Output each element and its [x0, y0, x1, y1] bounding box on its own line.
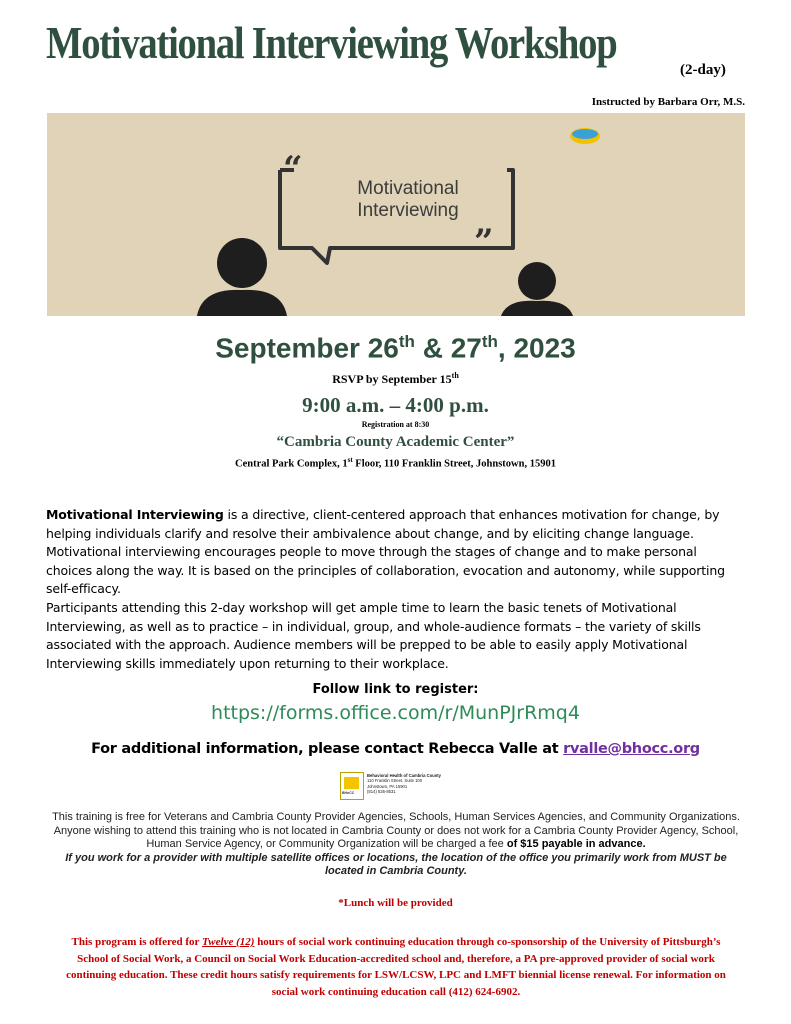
page-title: Motivational Interviewing Workshop — [46, 17, 617, 68]
ceu-part-2: hours of social work continuing education through co-sponsorship of the University of Pittsburgh’s School of Social Work, a Council on Social Work Education-accredited school and, therefore, a PA pre-approved provider of social work continuing education. These credit hours satisfy requirements for LSW/LCSW, LPC and LMFT biennial license renewal. For information on social work continuing education call (412) 624-6902. — [66, 936, 726, 998]
rsvp-deadline — [0, 371, 791, 387]
ceu-hours: Twelve (12) — [202, 936, 255, 948]
bhocc-logo-icon — [340, 772, 364, 800]
contact-text: For additional information, please contact Rebecca Valle at — [91, 741, 564, 757]
date-suffix-2: th — [481, 332, 498, 351]
event-time: 9:00 a.m. – 4:00 p.m. — [302, 393, 489, 417]
register-label: Follow link to register: — [312, 682, 479, 697]
banner-illustration — [47, 113, 745, 316]
close-quote-icon: ” — [474, 222, 494, 262]
instructor-credit: Instructed by Barbara Orr, M.S. — [591, 96, 745, 108]
contact-email-link[interactable]: rvalle@bhocc.org — [563, 741, 700, 757]
venue-address — [0, 456, 791, 470]
fee-amount: of $15 payable in advance. — [506, 838, 646, 851]
workshop-description — [46, 506, 746, 673]
date-part-1: September 26 — [215, 332, 399, 364]
logo-line-4: (814) 535-8531 — [367, 789, 396, 795]
person-left-icon — [197, 238, 287, 316]
header — [46, 16, 725, 69]
event-date — [0, 332, 791, 364]
registration-time: Registration at 8:30 — [361, 420, 430, 429]
open-quote-icon: “ — [283, 149, 303, 189]
description-paragraph-2: Participants attending this 2-day workshop will get ample time to learn the basic tenets of Motivational Interviewing, as well as to practice – in individual, group, and whole-audience formats – the variety of skills associated with the approach. Audience members will be prepped to be able to easily apply Motivational Interviewing skills immediately upon returning to their workplace. — [46, 599, 701, 671]
logo-line-2: 110 Franklin Street, Suite 100 — [367, 778, 423, 784]
location-note: If you work for a provider with multiple satellite offices or locations, the location of the office you primarily work from MUST be located in Cambria County. — [65, 851, 727, 878]
fee-policy — [48, 811, 744, 879]
address-part-1: Central Park Complex, 1 — [235, 458, 348, 470]
address-part-2: Floor, 110 Franklin Street, Johnstown, 15901 — [352, 458, 556, 470]
stamp-logo-icon — [570, 128, 600, 144]
description-paragraph-1-text: is a directive, client-centered approach that enhances motivation for change, by helping individuals clarify and resolve their ambivalence about change, and by eliciting change language. Motivational interviewing encourages people to move through the stages of change and to make personal choices along the way. It is based on the principles of collaboration, evocation and autonomy, while supporting self-efficacy. — [46, 507, 725, 597]
logo-address — [367, 773, 441, 795]
contact-line — [0, 741, 791, 757]
description-paragraph-1 — [46, 506, 746, 599]
logo-box-text: BHoCC — [342, 791, 355, 795]
person-right-icon — [501, 262, 573, 316]
fee-policy-text — [48, 811, 744, 852]
date-part-2: & 27 — [414, 332, 482, 364]
continuing-education-note — [58, 934, 734, 1000]
rsvp-text: RSVP by September 15 — [332, 372, 452, 386]
logo-line-3: Johnstown, PA 15901 — [367, 783, 408, 789]
address-suffix: st — [347, 456, 353, 464]
ceu-part-1: This program is offered for — [71, 936, 202, 948]
date-part-3: , 2023 — [497, 332, 576, 364]
fee-policy-main: This training is free for Veterans and Cambria County Provider Agencies, Schools, Human Services Agencies, and Community Organizations. Anyone wishing to attend this training who is not located in Cambria County or does not work for a Cambria County Provider Agency, School, Human Service Agency, or Community Organization will be charged a fee — [52, 811, 740, 851]
date-suffix-1: th — [398, 332, 415, 351]
speech-bubble-text — [287, 178, 529, 222]
lunch-note: *Lunch will be provided — [338, 897, 453, 909]
logo-line-1: Behavioral Health of Cambria County — [367, 773, 441, 778]
bubble-line-1: Motivational — [357, 178, 459, 199]
description-lead: Motivational Interviewing — [46, 507, 224, 522]
bubble-line-2: Interviewing — [357, 200, 459, 221]
rsvp-suffix: th — [451, 371, 459, 380]
ceu-text — [58, 934, 734, 1000]
title-subtitle: (2-day) — [680, 62, 726, 78]
venue-name: “Cambria County Academic Center” — [276, 434, 515, 450]
registration-link[interactable]: https://forms.office.com/r/MunPJrRmq4 — [211, 702, 580, 724]
organization-logo — [340, 772, 460, 800]
